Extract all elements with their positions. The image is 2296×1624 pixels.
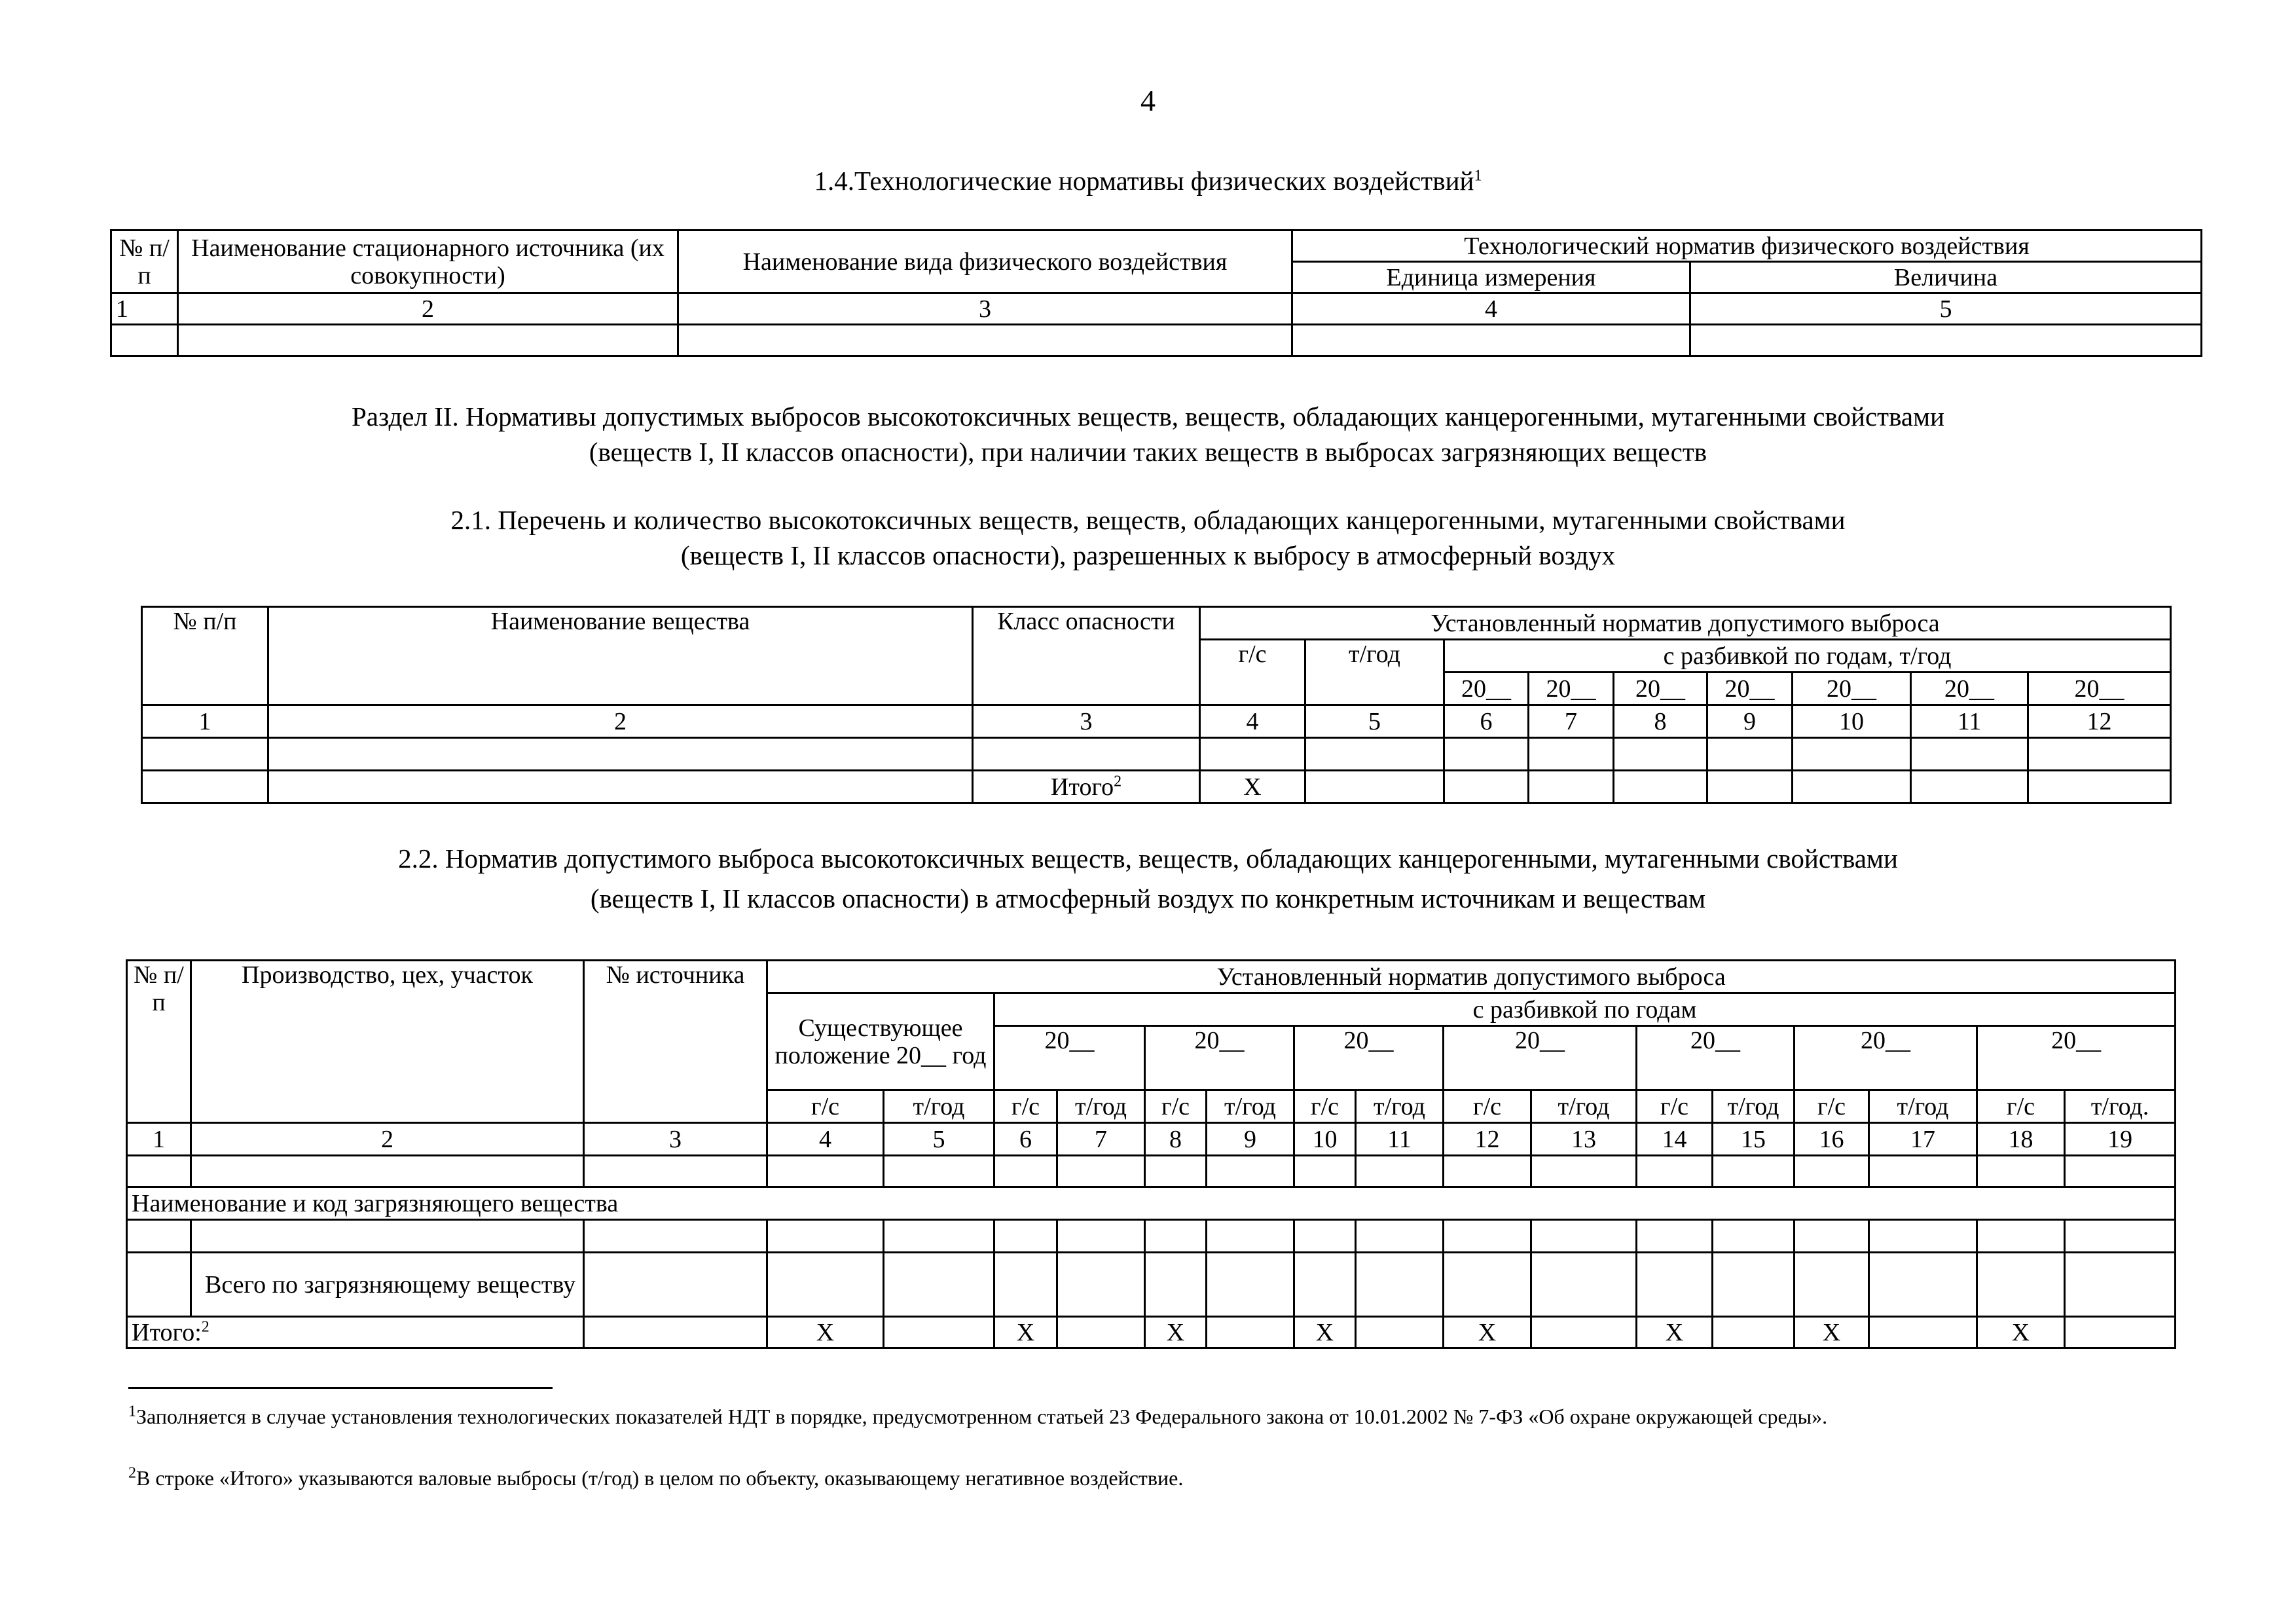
- total-label-text: Итого: [1050, 773, 1114, 801]
- year-cell: 20__: [1444, 1026, 1637, 1090]
- empty-cell: [1207, 1253, 1294, 1317]
- empty-cell: [1707, 771, 1793, 803]
- empty-cell: [1614, 738, 1707, 771]
- header-emission-norm: Установленный норматив допустимого выброса: [1200, 607, 2171, 640]
- unit-cell: т/год: [1207, 1090, 1294, 1123]
- empty-cell: [1614, 771, 1707, 803]
- footnote-1-text: Заполняется в случае установления технологических показателей НДТ в порядке, предусмотренном статьей 23 Федерального закона от 10.01.2002 № 7-ФЗ «Об охране окружающей среды».: [136, 1405, 1828, 1428]
- empty-cell: [1869, 1156, 1977, 1187]
- empty-cell: [884, 1156, 994, 1187]
- table-2-2-title-line1: 2.2. Норматив допустимого выброса высокотоксичных веществ, веществ, обладающих канцерогенными, мутагенными свойствами: [398, 843, 1898, 874]
- col-num-cell: 7: [1057, 1123, 1145, 1156]
- empty-cell: [1356, 1156, 1444, 1187]
- year-cell: 20__: [1637, 1026, 1795, 1090]
- total-label: [127, 1317, 584, 1348]
- empty-cell: [2065, 1220, 2176, 1253]
- empty-cell: [1529, 771, 1614, 803]
- unit-cell: т/год: [1057, 1090, 1145, 1123]
- header-source-name: Наименование стационарного источника (их совокупности): [178, 231, 678, 293]
- empty-cell: [2028, 771, 2171, 803]
- table-2-2-title-line2: (веществ I, II классов опасности) в атмосферный воздух по конкретным источникам и веществам: [590, 883, 1706, 913]
- col-num-cell: 17: [1869, 1123, 1977, 1156]
- empty-cell: [1531, 1253, 1637, 1317]
- empty-cell: [1057, 1156, 1145, 1187]
- footnote-2-mark: 2: [128, 1464, 136, 1482]
- empty-cell: [1869, 1220, 1977, 1253]
- footnote-1-mark: 1: [128, 1403, 136, 1420]
- unit-cell: т/год: [1869, 1090, 1977, 1123]
- col-num-cell: 8: [1614, 705, 1707, 738]
- header-gs: г/с: [1200, 640, 1305, 705]
- table-1-4-title: [0, 162, 2296, 199]
- unit-cell: т/год.: [2065, 1090, 2176, 1123]
- year-cell: 20__: [1444, 673, 1529, 705]
- header-tyr: т/год: [1305, 640, 1444, 705]
- empty-cell: [1444, 771, 1529, 803]
- empty-cell: [268, 771, 973, 803]
- empty-cell: [1294, 1156, 1356, 1187]
- empty-cell: [1305, 738, 1444, 771]
- col-num-cell: 3: [678, 293, 1292, 325]
- empty-cell: [1713, 1220, 1795, 1253]
- unit-cell: г/с: [994, 1090, 1057, 1123]
- empty-cell: [1793, 771, 1911, 803]
- header-source-num: № источника: [584, 961, 767, 1123]
- header-num: № п/п: [127, 961, 191, 1123]
- col-num-cell: 2: [178, 293, 678, 325]
- total-x-mark: Х: [1977, 1317, 2065, 1348]
- footnote-ref-1: 1: [1474, 167, 1482, 185]
- empty-cell: [1707, 738, 1793, 771]
- col-num-cell: 13: [1531, 1123, 1637, 1156]
- col-num-cell: 9: [1707, 705, 1793, 738]
- header-existing: Существующее положение 20__ год: [767, 993, 994, 1090]
- empty-cell: [1529, 738, 1614, 771]
- empty-cell: [584, 1156, 767, 1187]
- total-label: [973, 771, 1200, 803]
- year-cell: 20__: [1614, 673, 1707, 705]
- empty-cell: [178, 325, 678, 356]
- empty-cell: [127, 1253, 191, 1317]
- empty-cell: [1713, 1156, 1795, 1187]
- total-row: [142, 771, 2171, 803]
- table-row: [127, 1220, 2176, 1253]
- empty-cell: [584, 1317, 767, 1348]
- col-num-cell: 9: [1207, 1123, 1294, 1156]
- total-x-mark: Х: [1200, 771, 1305, 803]
- table-row: [142, 738, 2171, 771]
- unit-cell: т/год: [1356, 1090, 1444, 1123]
- col-num-cell: 5: [884, 1123, 994, 1156]
- year-cell: 20__: [994, 1026, 1145, 1090]
- empty-cell: [1977, 1156, 2065, 1187]
- total-x-mark: Х: [1637, 1317, 1713, 1348]
- unit-cell: г/с: [1444, 1090, 1531, 1123]
- subtotal-label: Всего по загрязняющему веществу: [191, 1253, 584, 1317]
- table-2-1-title-line2: (веществ I, II классов опасности), разрешенных к выбросу в атмосферный воздух: [680, 540, 1616, 570]
- empty-cell: [1145, 1156, 1207, 1187]
- empty-cell: [767, 1220, 884, 1253]
- empty-cell: [1713, 1253, 1795, 1317]
- col-num-cell: 10: [1294, 1123, 1356, 1156]
- header-production: Производство, цех, участок: [191, 961, 584, 1123]
- empty-cell: [1356, 1253, 1444, 1317]
- col-num-cell: 2: [268, 705, 973, 738]
- empty-cell: [268, 738, 973, 771]
- total-row: [127, 1317, 2176, 1348]
- footnote-separator: [128, 1387, 553, 1389]
- empty-cell: [1444, 1156, 1531, 1187]
- year-cell: 20__: [1294, 1026, 1444, 1090]
- table-2-2: [126, 959, 2176, 1349]
- total-label-text: Итого:: [132, 1318, 202, 1346]
- unit-cell: г/с: [1294, 1090, 1356, 1123]
- empty-cell: [1444, 1253, 1531, 1317]
- empty-cell: [1977, 1253, 2065, 1317]
- page-number: 4: [1140, 84, 1156, 117]
- empty-cell: [1795, 1156, 1869, 1187]
- year-cell: 20__: [1977, 1026, 2176, 1090]
- col-num-cell: 3: [584, 1123, 767, 1156]
- header-by-year: с разбивкой по годам: [994, 993, 2176, 1026]
- empty-cell: [1444, 1220, 1531, 1253]
- unit-cell: г/с: [1637, 1090, 1713, 1123]
- col-num-cell: 12: [1444, 1123, 1531, 1156]
- col-num-cell: 3: [973, 705, 1200, 738]
- empty-cell: [1911, 738, 2028, 771]
- unit-cell: г/с: [1977, 1090, 2065, 1123]
- empty-cell: [1207, 1220, 1294, 1253]
- col-num-cell: 4: [1200, 705, 1305, 738]
- col-num-cell: 7: [1529, 705, 1614, 738]
- col-num-cell: 5: [1305, 705, 1444, 738]
- header-hazard-class: Класс опасности: [973, 607, 1200, 705]
- table-2-1-title-line1: 2.1. Перечень и количество высокотоксичных веществ, веществ, обладающих канцерогенными, мутагенными свойствами: [450, 505, 1846, 535]
- empty-cell: [1637, 1253, 1713, 1317]
- subtotal-row: [127, 1253, 2176, 1317]
- empty-cell: [584, 1220, 767, 1253]
- year-cell: 20__: [1529, 673, 1614, 705]
- empty-cell: [1294, 1220, 1356, 1253]
- empty-cell: [994, 1220, 1057, 1253]
- empty-cell: [1531, 1220, 1637, 1253]
- footnote-2: [128, 1464, 2161, 1492]
- section-2-heading-line1: Раздел II. Нормативы допустимых выбросов высокотоксичных веществ, веществ, обладающих канцерогенными, мутагенными свойствами: [351, 401, 1944, 432]
- footnote-2-text: В строке «Итого» указываются валовые выбросы (т/год) в целом по объекту, оказывающему негативное воздействие.: [136, 1466, 1184, 1490]
- empty-cell: [1531, 1317, 1637, 1348]
- year-cell: 20__: [1145, 1026, 1294, 1090]
- year-cell: 20__: [1793, 673, 1911, 705]
- empty-cell: [1305, 771, 1444, 803]
- empty-cell: [884, 1220, 994, 1253]
- empty-cell: [1207, 1156, 1294, 1187]
- total-x-mark: Х: [767, 1317, 884, 1348]
- col-num-cell: 4: [1292, 293, 1690, 325]
- empty-cell: [1531, 1156, 1637, 1187]
- col-num-cell: 18: [1977, 1123, 2065, 1156]
- col-num-cell: 8: [1145, 1123, 1207, 1156]
- total-x-mark: Х: [994, 1317, 1057, 1348]
- empty-cell: [884, 1317, 994, 1348]
- year-cell: 20__: [1707, 673, 1793, 705]
- empty-cell: [767, 1156, 884, 1187]
- empty-cell: [1356, 1317, 1444, 1348]
- empty-cell: [1292, 325, 1690, 356]
- col-num-cell: 1: [142, 705, 268, 738]
- substance-name-row: Наименование и код загрязняющего вещества: [127, 1187, 2176, 1220]
- empty-cell: [1057, 1317, 1145, 1348]
- empty-cell: [1869, 1317, 1977, 1348]
- empty-cell: [1145, 1253, 1207, 1317]
- empty-cell: [127, 1156, 191, 1187]
- unit-cell: г/с: [767, 1090, 884, 1123]
- header-unit: Единица измерения: [1292, 262, 1690, 293]
- empty-cell: [1793, 738, 1911, 771]
- year-cell: 20__: [1795, 1026, 1977, 1090]
- empty-cell: [584, 1253, 767, 1317]
- empty-cell: [1795, 1220, 1869, 1253]
- empty-cell: [1200, 738, 1305, 771]
- empty-cell: [2065, 1317, 2176, 1348]
- header-by-year: с разбивкой по годам, т/год: [1444, 640, 2171, 673]
- empty-cell: [1795, 1253, 1869, 1317]
- col-num-cell: 4: [767, 1123, 884, 1156]
- empty-cell: [678, 325, 1292, 356]
- header-num: № п/п: [142, 607, 268, 705]
- col-num-cell: 10: [1793, 705, 1911, 738]
- total-x-mark: Х: [1795, 1317, 1869, 1348]
- col-num-cell: 11: [1911, 705, 2028, 738]
- header-impact-kind: Наименование вида физического воздействия: [678, 231, 1292, 293]
- empty-cell: [1637, 1220, 1713, 1253]
- empty-cell: [142, 738, 268, 771]
- empty-cell: [1637, 1156, 1713, 1187]
- header-num: № п/п: [111, 231, 178, 293]
- empty-cell: [1057, 1220, 1145, 1253]
- col-num-cell: 15: [1713, 1123, 1795, 1156]
- footnote-ref-2: 2: [201, 1318, 210, 1335]
- empty-cell: [127, 1220, 191, 1253]
- col-num-cell: 6: [1444, 705, 1529, 738]
- total-x-mark: Х: [1294, 1317, 1356, 1348]
- empty-cell: [142, 771, 268, 803]
- table-1-4: [110, 229, 2202, 357]
- empty-cell: [2028, 738, 2171, 771]
- empty-cell: [973, 738, 1200, 771]
- empty-cell: [2065, 1253, 2176, 1317]
- unit-cell: т/год: [884, 1090, 994, 1123]
- empty-cell: [1690, 325, 2202, 356]
- col-num-cell: 14: [1637, 1123, 1713, 1156]
- empty-cell: [1869, 1253, 1977, 1317]
- unit-cell: г/с: [1145, 1090, 1207, 1123]
- total-x-mark: Х: [1444, 1317, 1531, 1348]
- empty-cell: [1911, 771, 2028, 803]
- footnote-1: [128, 1403, 2161, 1430]
- total-x-mark: Х: [1145, 1317, 1207, 1348]
- empty-cell: [1057, 1253, 1145, 1317]
- empty-cell: [1145, 1220, 1207, 1253]
- empty-cell: [191, 1156, 584, 1187]
- header-tech-norm: Технологический норматив физического воздействия: [1292, 231, 2202, 262]
- empty-cell: [2065, 1156, 2176, 1187]
- empty-cell: [1294, 1253, 1356, 1317]
- col-num-cell: 12: [2028, 705, 2171, 738]
- col-num-cell: 11: [1356, 1123, 1444, 1156]
- empty-cell: [1207, 1317, 1294, 1348]
- header-value: Величина: [1690, 262, 2202, 293]
- unit-cell: т/год: [1713, 1090, 1795, 1123]
- empty-cell: [994, 1253, 1057, 1317]
- col-num-cell: 1: [111, 293, 178, 325]
- unit-cell: г/с: [1795, 1090, 1869, 1123]
- header-emission-norm: Установленный норматив допустимого выброса: [767, 961, 2176, 993]
- unit-cell: т/год: [1531, 1090, 1637, 1123]
- table-row: [127, 1156, 2176, 1187]
- empty-cell: [1713, 1317, 1795, 1348]
- col-num-cell: 5: [1690, 293, 2202, 325]
- empty-cell: [1977, 1220, 2065, 1253]
- empty-cell: [767, 1253, 884, 1317]
- col-num-cell: 6: [994, 1123, 1057, 1156]
- footnote-ref-2: 2: [1114, 772, 1122, 790]
- col-num-cell: 16: [1795, 1123, 1869, 1156]
- table-1-4-title-text: 1.4.Технологические нормативы физических воздействий: [814, 166, 1474, 196]
- empty-cell: [884, 1253, 994, 1317]
- empty-cell: [994, 1156, 1057, 1187]
- empty-cell: [1444, 738, 1529, 771]
- empty-cell: [191, 1220, 584, 1253]
- header-substance-name: Наименование вещества: [268, 607, 973, 705]
- year-cell: 20__: [1911, 673, 2028, 705]
- table-2-1: [141, 606, 2172, 804]
- table-row: [111, 325, 2202, 356]
- empty-cell: [111, 325, 178, 356]
- col-num-cell: 19: [2065, 1123, 2176, 1156]
- col-num-cell: 2: [191, 1123, 584, 1156]
- empty-cell: [1356, 1220, 1444, 1253]
- year-cell: 20__: [2028, 673, 2171, 705]
- col-num-cell: 1: [127, 1123, 191, 1156]
- section-2-heading-line2: (веществ I, II классов опасности), при наличии таких веществ в выбросах загрязняющих веществ: [589, 437, 1707, 467]
